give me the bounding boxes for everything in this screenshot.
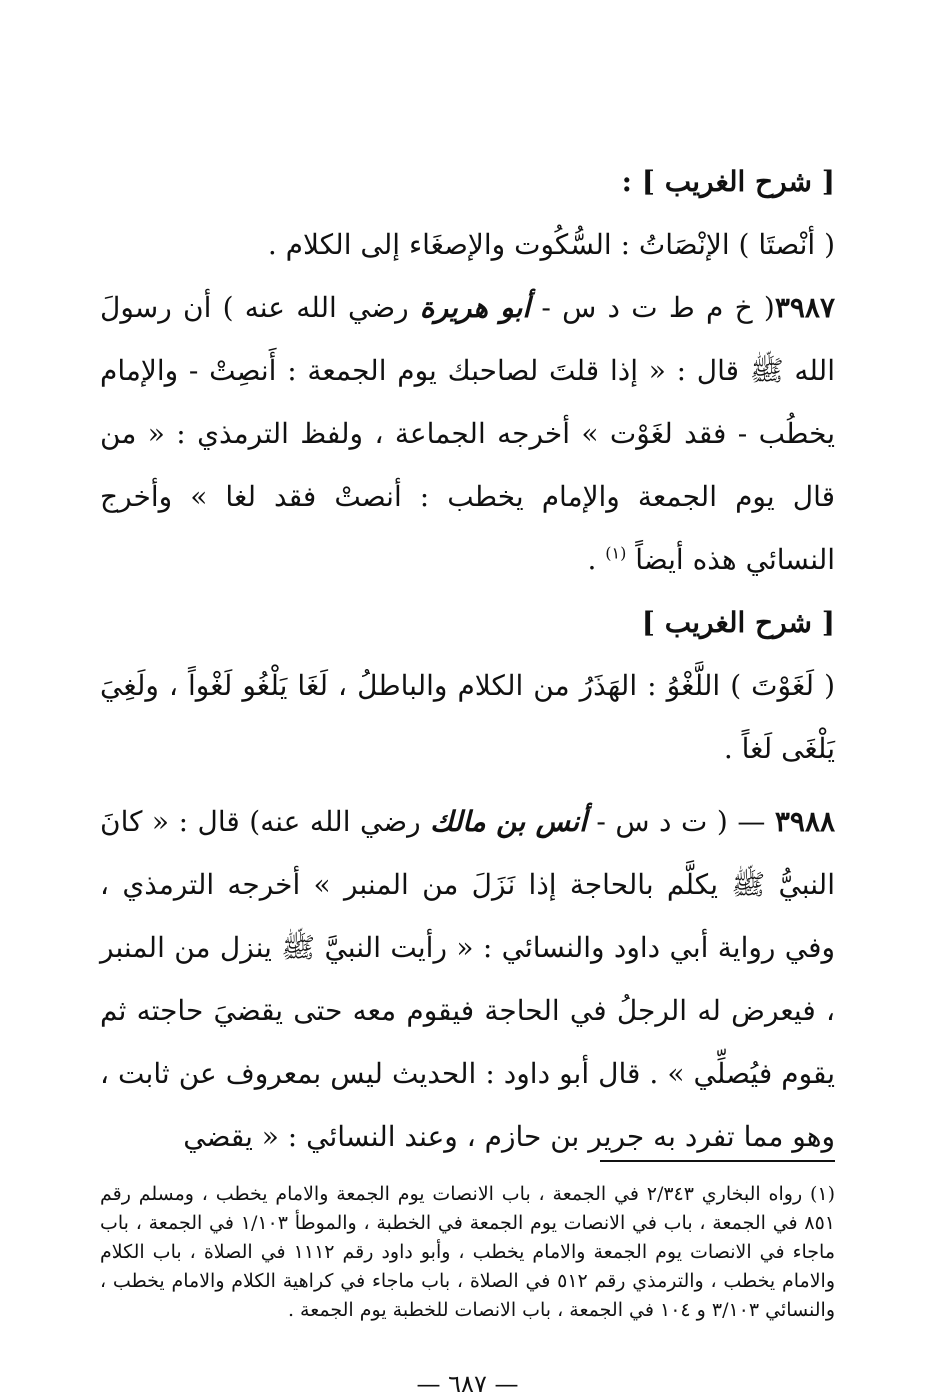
hadith-end: . [587, 543, 606, 576]
main-text [100, 150, 835, 1168]
footnote: (١) رواه البخاري ٢/٣٤٣ في الجمعة ، باب الانصات يوم الجمعة والامام يخطب ، ومسلم رقم ٨٥١ في الجمعة ، باب في الانصات يوم الجمعة في الخطبة ، والموطأ ١/١٠٣ في الجمعة ، باب ماجاء في الانصات يوم الجمعة والامام يخطب ، وأبو داود رقم ١١١٢ في الصلاة ، باب الكلام والامام يخطب ، والترمذي رقم ٥١٢ في الصلاة ، باب ماجاء في كراهية الكلام والامام يخطب ، والنسائي ٣/١٠٣ و ١٠٤ في الجمعة ، باب الانصات للخطبة يوم الجمعة . [100, 1183, 836, 1321]
section-heading-gharib: [ شرح الغريب ] [641, 606, 835, 639]
hadith-sources: — ( ت د س - [586, 805, 775, 838]
hadith-number: ٣٩٨٨ [774, 805, 836, 838]
page-number: — ٦٨٧ — [416, 1370, 519, 1398]
hadith-text: رضي الله عنه) قال : « كانَ النبيُّ ﷺ يكلَّم بالحاجة إذا نَزَلَ من المنبر » أخرجه الترمذي ، وفي رواية أبي داود والنسائي : « رأيت النبيَّ ﷺ ينزل من المنبر ، فيعرض له الرجلُ في الحاجة فيقوم معه حتى يقضيَ حاجته ثم يقوم فيُصلِّي » . قال أبو داود : الحديث ليس بمعروف عن ثابت ، وهو مما تفرد به جرير بن حازم ، وعند النسائي : « يقضي [100, 805, 835, 1153]
footnote-divider [600, 1160, 835, 1162]
document-page [100, 150, 836, 1398]
hadith-3988 [100, 790, 835, 1168]
hadith-3987 [100, 276, 835, 591]
gharib-explanation: ( أنْصتَا ) الإنْصَاتُ : السُّكُوت والإصغَاء إلى الكلام . [267, 228, 835, 261]
section-heading-gharib: [ شرح الغريب ] : [621, 165, 835, 198]
footnote-reference: (١) [605, 543, 627, 563]
gharib-explanation: ( لَغَوْتَ ) اللَّغْوُ : الهَذَرُ من الكلام والباطلُ ، لَغَا يَلْغُو لَغْواً ، ولَغِيَ يَلْغَى لَغاً . [100, 669, 835, 765]
hadith-narrator: أنس بن مالك [430, 805, 587, 838]
hadith-text: رضي الله عنه ) أن رسولَ الله ﷺ قال : « إذا قلتَ لصاحبك يوم الجمعة : أَنصِتْ - والإمام يخطُب - فقد لغَوْت » أخرجه الجماعة ، ولفظ الترمذي : « من قال يوم الجمعة والإمام يخطب : أنصتْ فقد لغا » وأخرج النسائي هذه أيضاً [100, 291, 835, 576]
hadith-number: ٣٩٨٧ [774, 291, 835, 324]
hadith-narrator: أبو هريرة [419, 291, 531, 324]
hadith-sources: ( خ م ط ت د س - [530, 291, 775, 324]
